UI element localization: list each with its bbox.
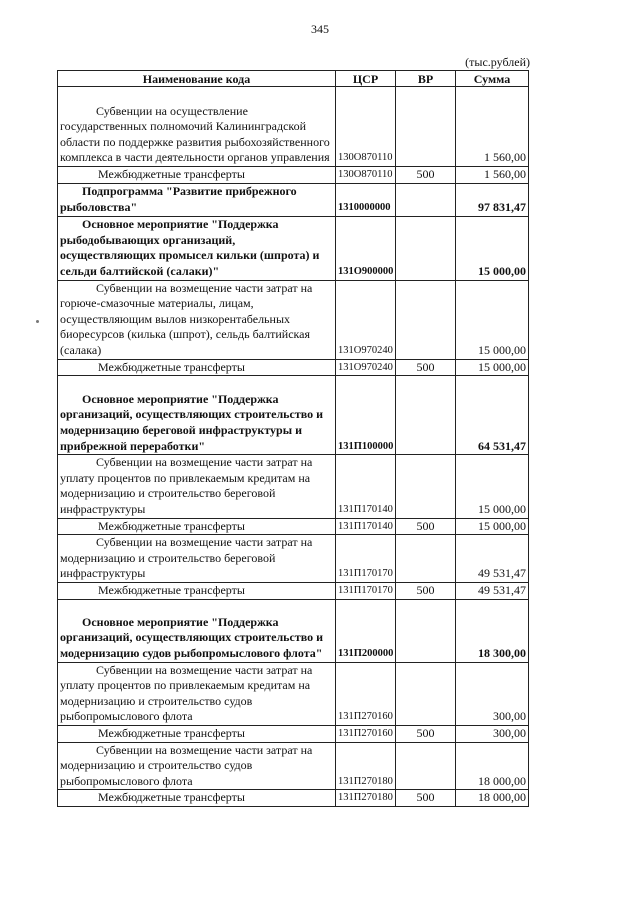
cell-name: Субвенции на возмещение части затрат на модернизацию и строительство береговой инфраструктуры [58,535,336,583]
table-row [58,216,529,280]
cell-name: Межбюджетные трансферты [58,790,336,807]
cell-vr [396,742,456,790]
table-row [58,790,529,807]
cell-name: Субвенции на возмещение части затрат на уплату процентов по привлекаемым кредитам на модернизацию и строительство береговой инфраструктуры [58,455,336,518]
cell-sum: 15 000,00 [456,216,529,280]
cell-sum: 15 000,00 [456,280,529,359]
cell-csr: 131П100000 [336,376,396,455]
table-header-row [58,71,529,87]
cell-csr: 131П170170 [336,535,396,583]
table-row [58,455,529,518]
table-row [58,742,529,790]
header-name: Наименование кода [58,71,336,87]
cell-vr [396,87,456,167]
cell-csr: 130O870110 [336,87,396,167]
cell-vr [396,455,456,518]
margin-mark [36,320,39,323]
cell-name: Межбюджетные трансферты [58,582,336,599]
header-vr: ВР [396,71,456,87]
cell-name: Субвенции на возмещение части затрат на уплату процентов по привлекаемым кредитам на модернизацию и строительство судов рыбопромыслового флота [58,662,336,725]
cell-csr: 131П200000 [336,599,396,662]
cell-name: Основное мероприятие "Поддержка рыбодобывающих организаций, осуществляющих промысел кильки (шпрота) и сельди балтийской (салаки)" [58,216,336,280]
cell-name: Межбюджетные трансферты [58,725,336,742]
table-row [58,582,529,599]
cell-csr: 1310000000 [336,183,396,216]
cell-csr: 131П170140 [336,518,396,535]
cell-sum: 1 560,00 [456,167,529,184]
cell-sum: 18 000,00 [456,790,529,807]
cell-sum: 300,00 [456,662,529,725]
cell-csr: 131П270160 [336,662,396,725]
cell-name: Субвенции на возмещение части затрат на горюче-смазочные материалы, лицам, осуществляющим вылов низкорентабельных биоресурсов (килька (шпрот), сельдь балтийская (салака) [58,280,336,359]
cell-sum: 300,00 [456,725,529,742]
table-row [58,599,529,662]
cell-csr: 131П170170 [336,582,396,599]
page-number: 345 [311,22,329,36]
cell-name: Субвенции на возмещение части затрат на модернизацию и строительство судов рыбопромыслового флота [58,742,336,790]
cell-csr: 131O900000 [336,216,396,280]
cell-sum: 15 000,00 [456,518,529,535]
cell-csr: 131П270180 [336,742,396,790]
table-body [58,87,529,807]
cell-csr: 131П270160 [336,725,396,742]
cell-name: Межбюджетные трансферты [58,518,336,535]
cell-sum: 49 531,47 [456,582,529,599]
cell-vr [396,216,456,280]
cell-sum: 97 831,47 [456,183,529,216]
cell-vr [396,662,456,725]
cell-vr: 500 [396,167,456,184]
cell-name: Межбюджетные трансферты [58,359,336,376]
cell-csr: 131O970240 [336,280,396,359]
cell-name: Основное мероприятие "Поддержка организаций, осуществляющих строительство и модернизацию береговой инфраструктуры и прибрежной переработки" [58,376,336,455]
table-row [58,518,529,535]
cell-name: Подпрограмма "Развитие прибрежного рыболовства" [58,183,336,216]
cell-sum: 15 000,00 [456,359,529,376]
table-row [58,87,529,167]
table-row [58,535,529,583]
cell-vr [396,599,456,662]
table-row [58,167,529,184]
table-row [58,376,529,455]
table-row [58,280,529,359]
cell-name: Межбюджетные трансферты [58,167,336,184]
table-row [58,183,529,216]
table-row [58,725,529,742]
cell-vr [396,376,456,455]
cell-name: Субвенции на осуществление государственных полномочий Калининградской области по поддержке развития рыбохозяйственного комплекса в части деятельности органов управления [58,87,336,167]
cell-vr [396,280,456,359]
cell-csr: 131П270180 [336,790,396,807]
cell-name: Основное мероприятие "Поддержка организаций, осуществляющих строительство и модернизацию судов рыбопромыслового флота" [58,599,336,662]
cell-vr: 500 [396,790,456,807]
budget-table [57,70,529,807]
cell-csr: 131O970240 [336,359,396,376]
cell-vr [396,183,456,216]
units-label: (тыс.рублей) [465,55,530,69]
header-sum: Сумма [456,71,529,87]
cell-sum: 64 531,47 [456,376,529,455]
cell-csr: 131П170140 [336,455,396,518]
cell-vr: 500 [396,582,456,599]
cell-sum: 18 300,00 [456,599,529,662]
table-row [58,662,529,725]
cell-sum: 15 000,00 [456,455,529,518]
cell-vr [396,535,456,583]
cell-sum: 49 531,47 [456,535,529,583]
cell-sum: 1 560,00 [456,87,529,167]
cell-sum: 18 000,00 [456,742,529,790]
header-csr: ЦСР [336,71,396,87]
cell-vr: 500 [396,359,456,376]
cell-vr: 500 [396,518,456,535]
table-row [58,359,529,376]
cell-csr: 130O870110 [336,167,396,184]
cell-vr: 500 [396,725,456,742]
